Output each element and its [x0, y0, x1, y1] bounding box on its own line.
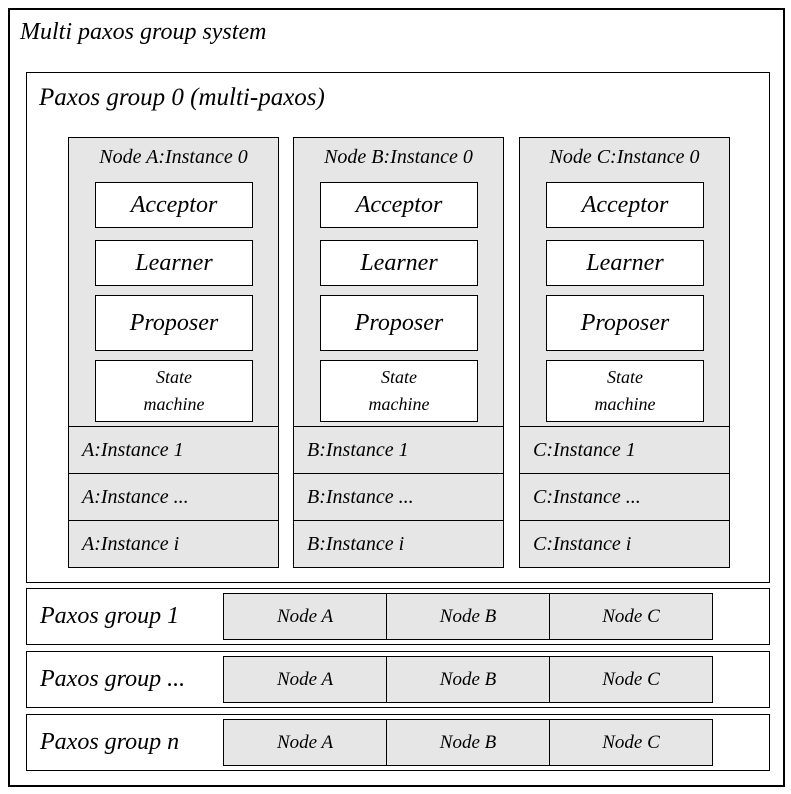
instance-row-ci: C:Instance i — [519, 520, 730, 568]
state-machine-line1: State — [607, 367, 643, 387]
state-machine-box — [546, 360, 704, 422]
proposer-box: Proposer — [546, 295, 704, 351]
paxos-group-n-label: Paxos group n — [40, 729, 180, 755]
proposer-box: Proposer — [320, 295, 478, 351]
node-cell-b: Node B — [386, 593, 550, 640]
acceptor-box: Acceptor — [320, 182, 478, 228]
node-b-instance-0-box — [293, 137, 504, 427]
learner-box: Learner — [546, 240, 704, 286]
node-b-instance-0-title: Node B:Instance 0 — [324, 146, 473, 168]
paxos-group-1-row — [26, 588, 770, 645]
instance-row-a1: A:Instance 1 — [68, 426, 279, 474]
state-machine-line2: machine — [368, 394, 430, 414]
paxos-group-ellipsis-nodes — [223, 656, 713, 703]
state-machine-box — [320, 360, 478, 422]
state-machine-box — [95, 360, 253, 422]
paxos-group-1-nodes — [223, 593, 713, 640]
paxos-group-1-label: Paxos group 1 — [40, 603, 180, 629]
paxos-group-0-title: Paxos group 0 (multi-paxos) — [39, 84, 325, 111]
paxos-group-ellipsis-label: Paxos group ... — [40, 666, 186, 692]
node-a-instance-0-box — [68, 137, 279, 427]
node-cell-c: Node C — [549, 656, 713, 703]
node-a-instance-0-title: Node A:Instance 0 — [99, 146, 248, 168]
paxos-group-0-box — [26, 72, 770, 583]
system-title: Multi paxos group system — [20, 19, 267, 45]
instance-row-b-ellipsis: B:Instance ... — [293, 473, 504, 521]
acceptor-box: Acceptor — [95, 182, 253, 228]
learner-box: Learner — [320, 240, 478, 286]
proposer-box: Proposer — [95, 295, 253, 351]
node-cell-c: Node C — [549, 593, 713, 640]
node-column-a — [68, 137, 279, 568]
paxos-group-n-row — [26, 714, 770, 771]
state-machine-line1: State — [381, 367, 417, 387]
instance-row-c-ellipsis: C:Instance ... — [519, 473, 730, 521]
state-machine-line2: machine — [594, 394, 656, 414]
node-c-instance-0-title: Node C:Instance 0 — [549, 146, 700, 168]
paxos-group-ellipsis-row — [26, 651, 770, 708]
node-cell-a: Node A — [223, 656, 387, 703]
instance-row-ai: A:Instance i — [68, 520, 279, 568]
paxos-group-n-nodes — [223, 719, 713, 766]
node-cell-c: Node C — [549, 719, 713, 766]
multi-paxos-system-box — [8, 8, 785, 787]
instance-row-c1: C:Instance 1 — [519, 426, 730, 474]
learner-box: Learner — [95, 240, 253, 286]
instance-row-a-ellipsis: A:Instance ... — [68, 473, 279, 521]
state-machine-line1: State — [156, 367, 192, 387]
node-c-instance-0-box — [519, 137, 730, 427]
instance-row-b1: B:Instance 1 — [293, 426, 504, 474]
instance-row-bi: B:Instance i — [293, 520, 504, 568]
node-cell-b: Node B — [386, 656, 550, 703]
node-cell-b: Node B — [386, 719, 550, 766]
acceptor-box: Acceptor — [546, 182, 704, 228]
node-cell-a: Node A — [223, 719, 387, 766]
node-column-c — [519, 137, 730, 568]
state-machine-line2: machine — [143, 394, 205, 414]
node-cell-a: Node A — [223, 593, 387, 640]
node-column-b — [293, 137, 504, 568]
